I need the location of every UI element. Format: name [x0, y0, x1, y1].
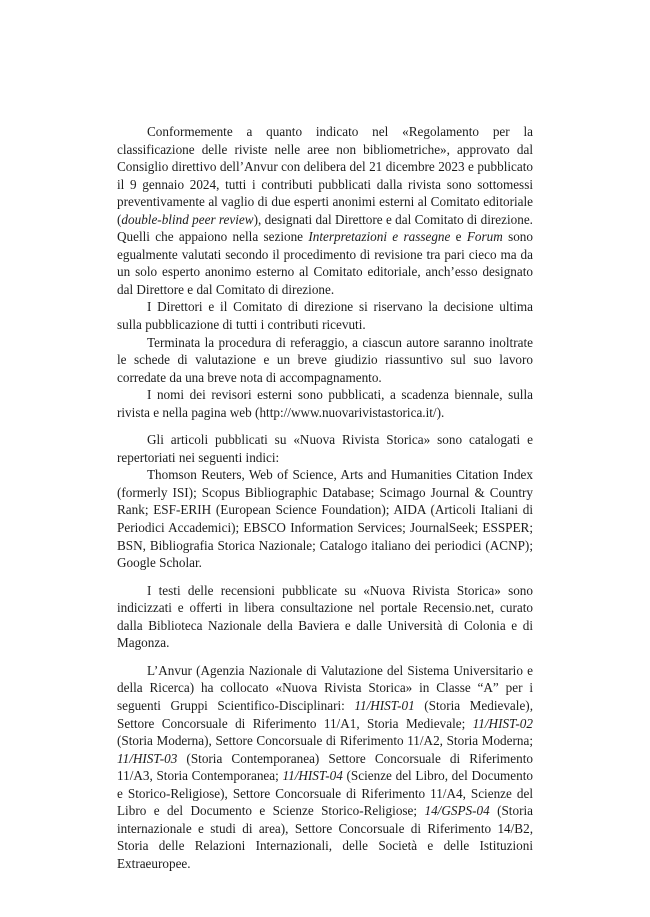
text-run: Conformemente a quanto indicato nel «Regolamento per la classificazione delle riviste nelle aree non bibliometriche», approvato dal Consiglio direttivo dell’Anvur con delibera del 21 dicembre 2023 e pubblicato il 9 gennaio 2024, tutti i contributi pubblicati dalla rivista sono sottomessi preventivamente al vaglio di due esperti anonimi esterni al Comitato editoriale (	[117, 124, 533, 227]
text-run: (Storia Moderna), Settore Concorsuale di Riferimento 11/A2, Storia Moderna;	[117, 733, 533, 749]
recensio-paragraph: I testi delle recensioni pubblicate su «Nuova Rivista Storica» sono indicizzati e offerti in libera consultazione nel portale Recensio.net, curato dalla Biblioteca Nazionale della Baviera e dalle Università di Colonia e di Magonza.	[117, 582, 533, 651]
peer-review-paragraph	[117, 123, 533, 298]
text-run: (Storia Contemporanea) Settore Concorsuale di Riferimento 11/A3, Storia Contemporanea;	[117, 750, 533, 784]
anvur-paragraph	[117, 662, 533, 873]
text-run: (Storia internazionale e studi di area), Settore Concorsuale di Riferimento 14/B2, Storia delle Relazioni Internazionali, delle Società e delle Istituzioni Extraeuropee.	[117, 803, 533, 871]
indexing-list-paragraph: Thomson Reuters, Web of Science, Arts and Humanities Citation Index (formerly ISI); Scopus Bibliographic Database; Scimago Journal & Country Rank; ESF-ERIH (European Science Foundation); AIDA (Articoli Italiani di Periodici Accademici); EBSCO Information Services; JournalSeek; ESSPER; BSN, Bibliografia Storica Nazionale; Catalogo italiano dei periodici (ACNP); Google Scholar.	[117, 467, 533, 571]
text-run: (Storia Medievale), Settore Concorsuale di Riferimento 11/A1, Storia Medievale;	[117, 697, 533, 731]
text-run: L’Anvur (Agenzia Nazionale di Valutazione del Sistema Universitario e della Ricerca) ha collocato «Nuova Rivista Storica» in Classe “A” per i seguenti Gruppi Scientifico-Disciplinari:	[117, 662, 533, 713]
italic-term: double-blind peer review	[121, 211, 254, 227]
text-body	[117, 123, 533, 872]
italic-code: 11/HIST-03	[117, 750, 178, 766]
italic-code: 14/GSPS-04	[424, 803, 490, 819]
refereeing-paragraph: Terminata la procedura di referaggio, a ciascun autore saranno inoltrate le schede di valutazione e un breve giudizio riassuntivo sul suo lavoro corredate da una breve nota di accompagnamento.	[117, 334, 533, 385]
text-run: ), designati dal Direttore e dal Comitato di direzione. Quelli che appaiono nella sezione	[117, 211, 533, 245]
indexing-intro-paragraph: Gli articoli pubblicati su «Nuova Rivista Storica» sono catalogati e repertoriati nei seguenti indici:	[117, 432, 533, 465]
italic-section-name: Interpretazioni e rassegne	[308, 229, 451, 245]
italic-section-name: Forum	[466, 229, 503, 245]
italic-code: 11/HIST-02	[472, 715, 533, 731]
text-run: sono egualmente valutati secondo il procedimento di revisione tra pari cieco ma da un solo esperto anonimo esterno al Comitato editoriale, anch’esso designato dal Direttore e dal Comitato di direzione.	[117, 229, 533, 297]
text-run: e	[450, 229, 467, 245]
text-run: (Scienze del Libro, del Documento e Storico-Religiose), Settore Concorsuale di Riferimento 11/A4, Scienze del Libro e del Documento e Scienze Storico-Religiose;	[117, 768, 533, 819]
italic-code: 11/HIST-04	[282, 768, 343, 784]
directors-paragraph: I Direttori e il Comitato di direzione si riservano la decisione ultima sulla pubblicazione di tutti i contributi ricevuti.	[117, 299, 533, 333]
italic-code: 11/HIST-01	[354, 697, 415, 713]
reviewers-paragraph: I nomi dei revisori esterni sono pubblicati, a scadenza biennale, sulla rivista e nella pagina web (http://www.nuovarivistastorica.it/).	[117, 387, 533, 420]
